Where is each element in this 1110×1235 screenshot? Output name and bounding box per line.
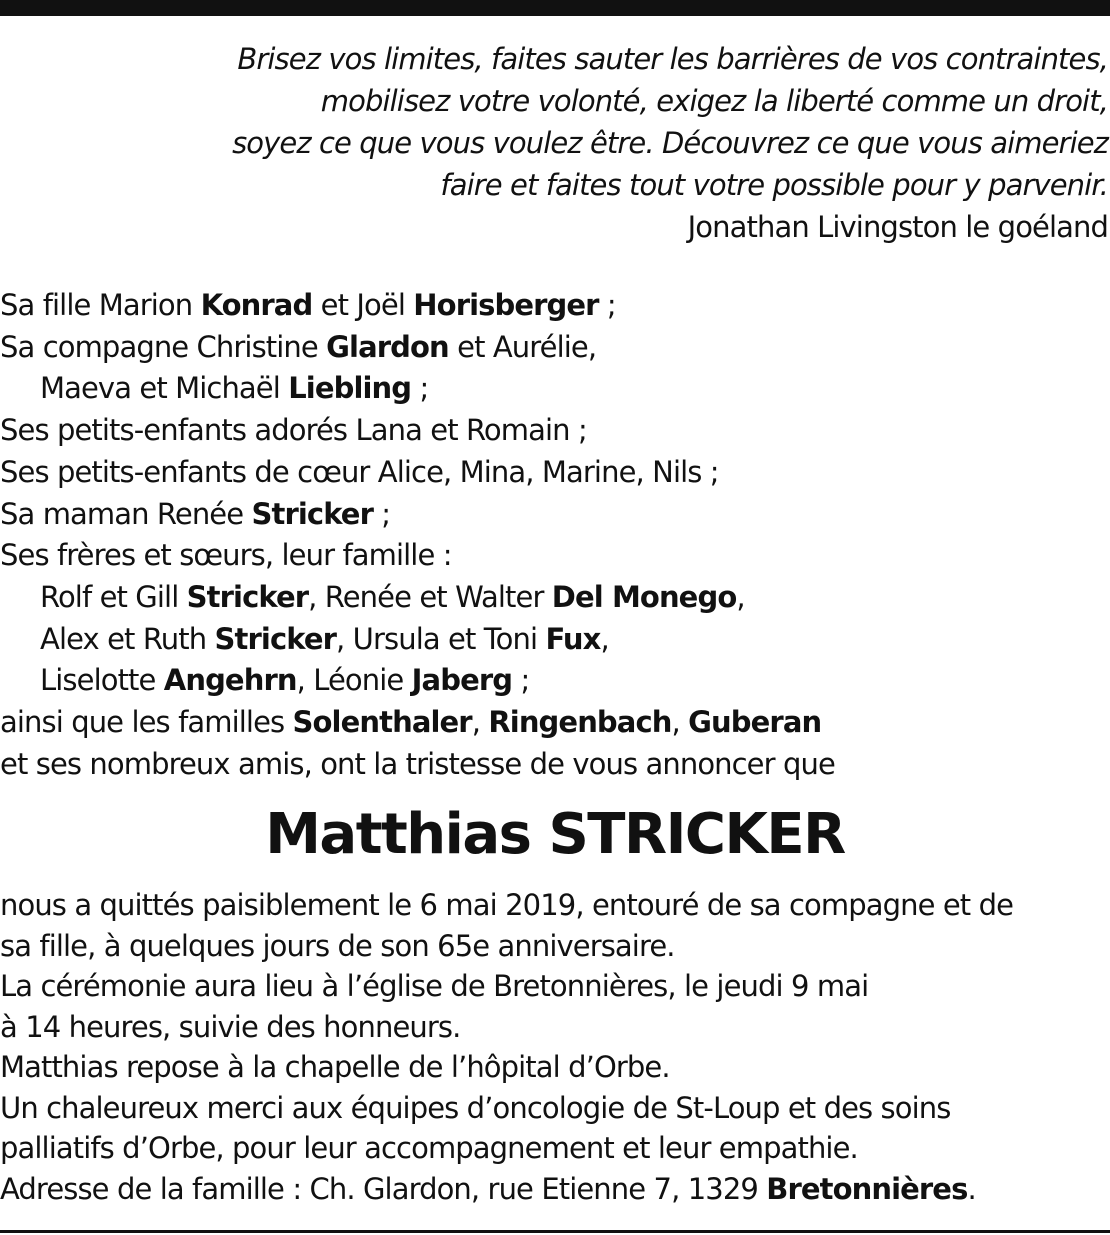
text: Alex et Ruth [40,621,215,656]
family-line [0,494,1100,536]
family-line [0,702,1100,744]
family-line [0,660,1100,702]
family-line: et ses nombreux amis, ont la tristesse de vous annoncer que [0,746,835,781]
text: , [671,705,689,740]
surname: Stricker [186,579,309,614]
family-line: Ses petits-enfants adorés Lana et Romain ; [0,413,587,448]
text: Sa maman Renée [0,496,252,531]
family-line [0,577,1100,619]
text: ainsi que les familles [0,705,293,740]
text: , [471,705,489,740]
text: ; [598,288,616,322]
text: , Ursula et Toni [336,621,546,656]
quote-author: Jonathan Livingston le goéland [687,210,1108,244]
surname: Fux [545,621,601,656]
announcement-message [0,885,1108,1209]
message-line: La cérémonie aura lieu à l’église de Bretonnières, le jeudi 9 mai [0,969,869,1003]
quote-line: Brisez vos limites, faites sauter les barrières de vos contraintes, [237,42,1108,76]
bottom-rule [0,1230,1110,1233]
text: et Aurélie, [448,329,597,364]
text: , [600,621,609,656]
deceased-name: Matthias STRICKER [265,802,845,867]
place-name: Bretonnières [766,1171,968,1206]
surname: Guberan [688,705,822,740]
text: ; [411,371,429,406]
text: , Renée et Walter [308,579,552,614]
family-line [0,327,1100,369]
family-line [0,285,1100,327]
text: Rolf et Gill [40,579,187,614]
surname: Konrad [200,288,313,322]
text: Maeva et Michaël [40,371,289,406]
text: . [967,1171,976,1206]
message-line: Matthias repose à la chapelle de l’hôpital d’Orbe. [0,1050,670,1084]
surname: Glardon [326,329,449,364]
message-line: palliatifs d’Orbe, pour leur accompagnement et leur empathie. [0,1131,858,1165]
surname: Ringenbach [488,705,672,740]
text: Sa fille Marion [0,288,201,322]
surname: Solenthaler [292,705,472,740]
surname: Angehrn [163,663,297,698]
family-line: Ses petits-enfants de cœur Alice, Mina, Marine, Nils ; [0,454,719,489]
text: ; [512,663,530,698]
top-rule [0,0,1110,16]
message-line [0,1169,1108,1210]
surname: Jaberg [411,663,513,698]
family-line: Ses frères et sœurs, leur famille : [0,538,452,573]
family-line [0,619,1100,661]
message-line: nous a quittés paisiblement le 6 mai 2019, entouré de sa compagne et de [0,888,1014,922]
text: Liselotte [40,663,164,698]
quote-line: mobilisez votre volonté, exigez la liberté comme un droit, [320,84,1108,118]
text: et Joël [312,288,414,322]
surname: Liebling [288,371,412,406]
epigraph-quote [48,38,1108,248]
family-announcement [0,285,1100,785]
text: , Léonie [296,663,412,698]
surname: Stricker [251,496,373,531]
message-line: Un chaleureux merci aux équipes d’oncologie de St-Loup et des soins [0,1090,951,1125]
text: Sa compagne Christine [0,329,327,364]
surname: Del Monego [551,579,737,614]
surname: Horisberger [413,288,599,322]
text: Adresse de la famille : Ch. Glardon, rue Etienne 7, 1329 [0,1171,767,1206]
text: , [736,579,745,614]
message-line: sa fille, à quelques jours de son 65e anniversaire. [0,928,675,963]
message-line: à 14 heures, suivie des honneurs. [0,1009,461,1044]
text: ; [372,496,391,531]
family-line [0,368,1100,410]
surname: Stricker [214,621,337,656]
quote-line: faire et faites tout votre possible pour y parvenir. [440,168,1108,202]
quote-line: soyez ce que vous voulez être. Découvrez ce que vous aimeriez [232,126,1108,160]
